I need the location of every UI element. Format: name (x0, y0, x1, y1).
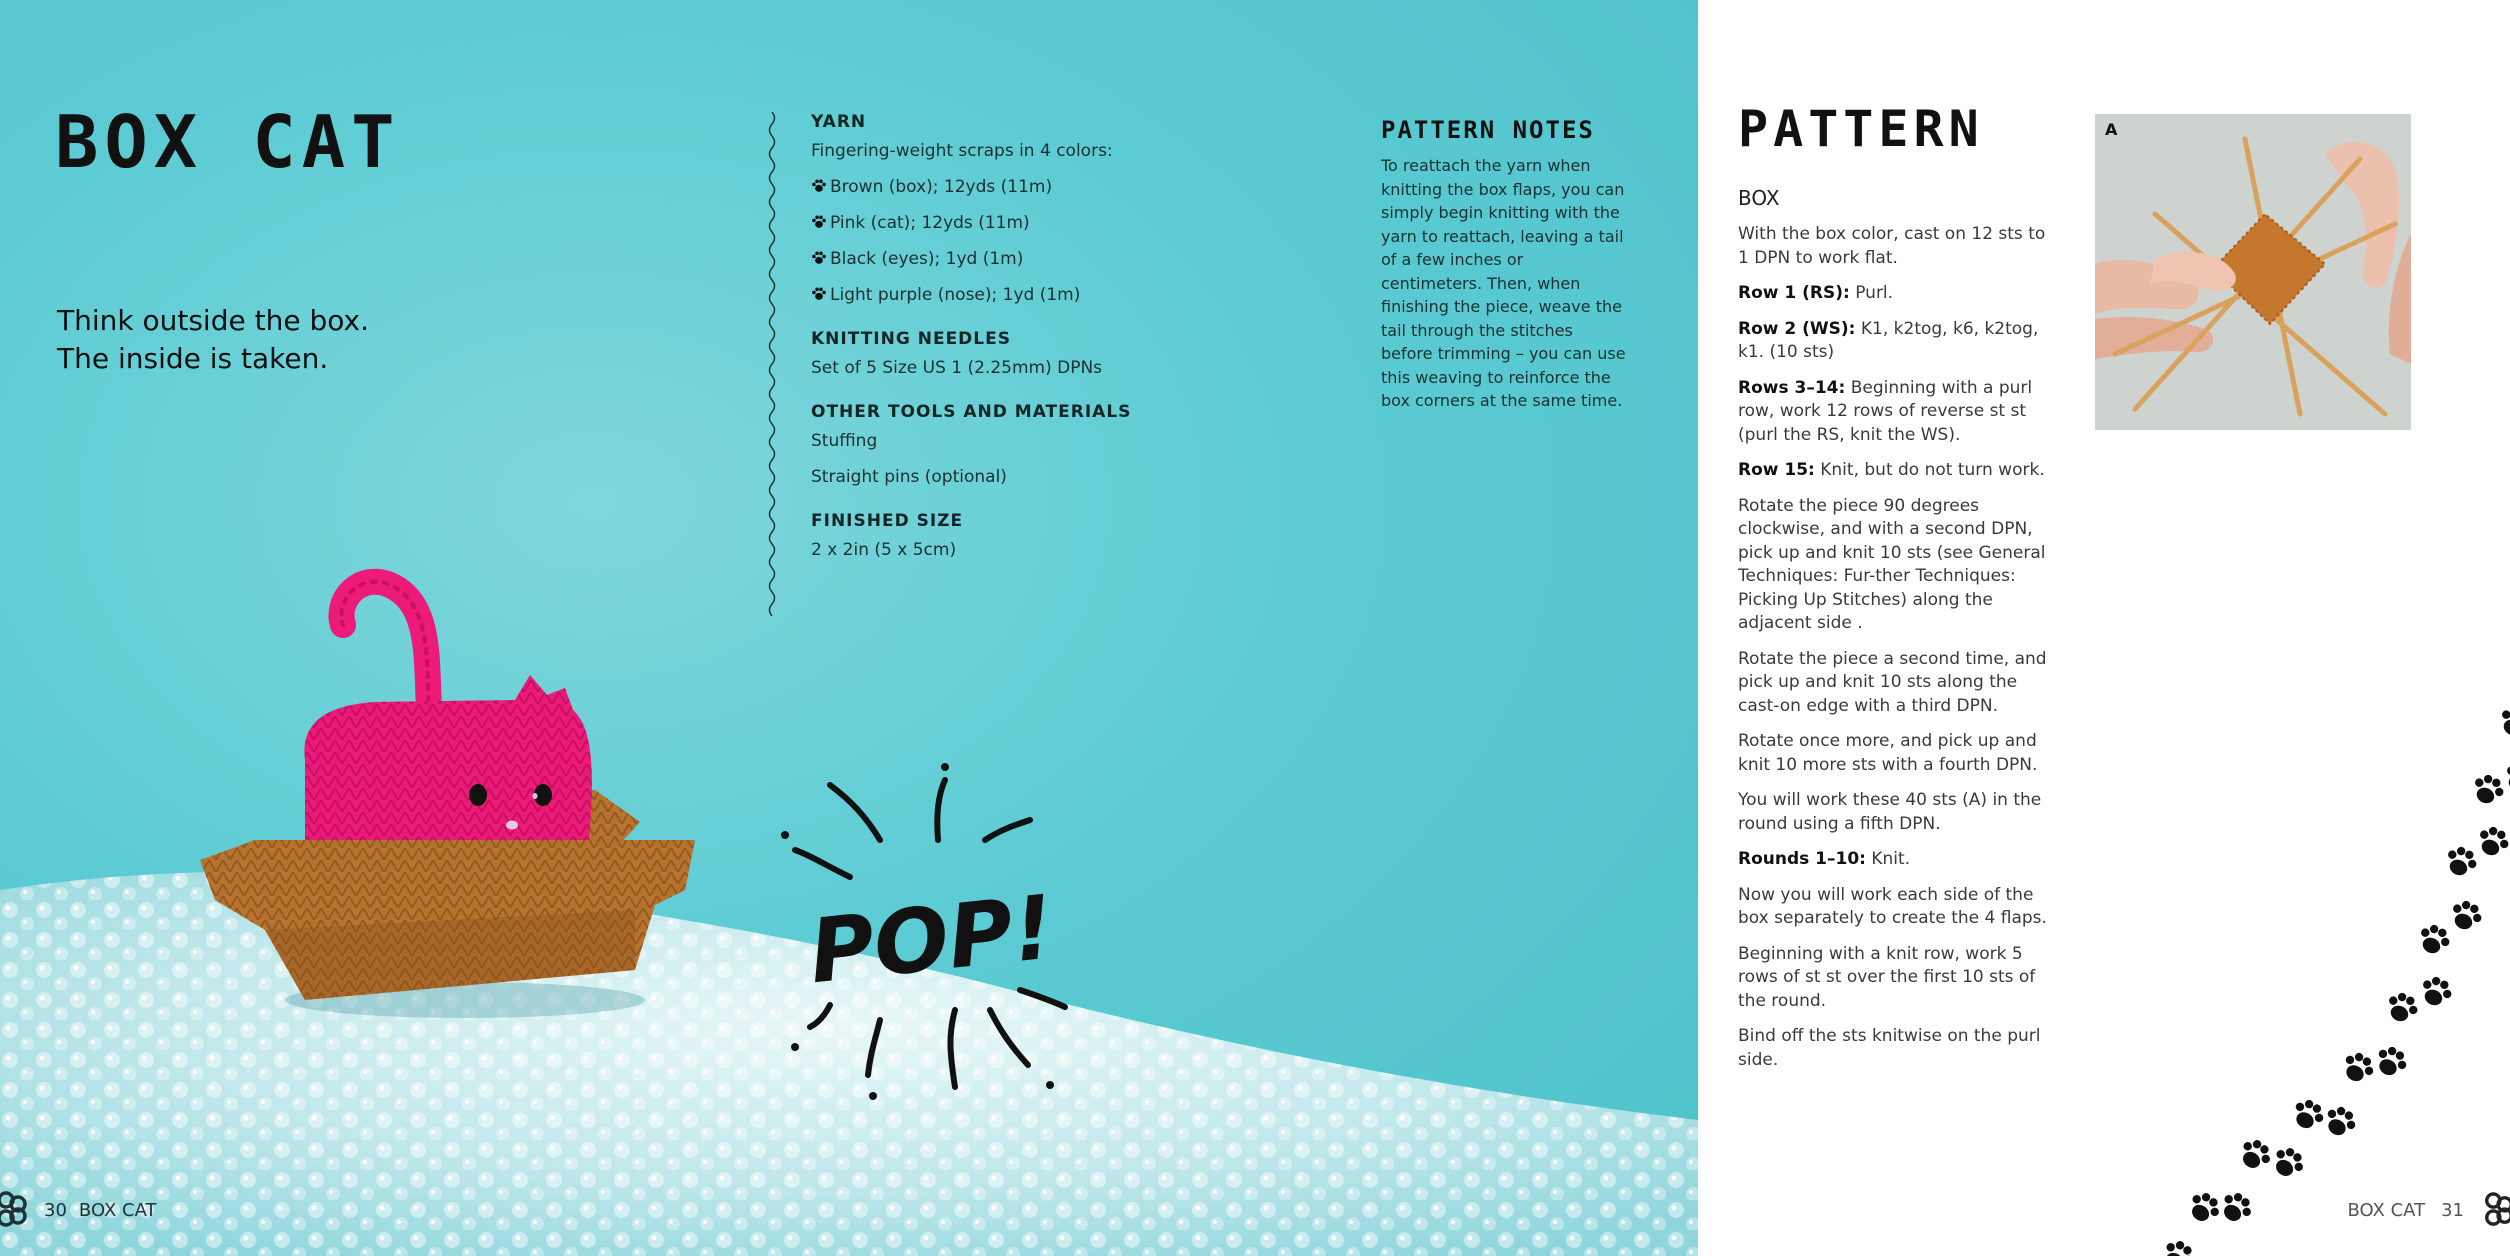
pattern-step (1738, 789, 2058, 836)
wavy-divider (762, 112, 782, 624)
pattern-step (1738, 884, 2058, 931)
tagline-line-1: Think outside the box. (57, 304, 369, 337)
step-text: Now you will work each side of the box separately to create the 4 flaps. (1738, 884, 2047, 928)
step-label: Rounds 1–10: (1738, 849, 1866, 869)
size-heading: FINISHED SIZE (811, 511, 964, 531)
pattern-step (1738, 459, 2058, 483)
yarn-heading: YARN (811, 112, 867, 132)
step-text: With the box color, cast on 12 sts to 1 DPN to work flat. (1738, 224, 2046, 268)
page-title: BOX CAT (55, 100, 401, 184)
pattern-step (1738, 648, 2058, 719)
right-footer (2348, 1190, 2510, 1230)
knitted-cat-in-box-photo (195, 560, 755, 1030)
photo-label: A (2105, 120, 2118, 139)
pattern-notes (1381, 116, 1626, 413)
needles-text: Set of 5 Size US 1 (2.25mm) DPNs (811, 358, 1103, 378)
step-label: Row 15: (1738, 460, 1815, 480)
pattern-step (1738, 318, 2058, 365)
step-text: Bind off the sts knitwise on the purl side. (1738, 1026, 2041, 1070)
notes-heading: PATTERN NOTES (1381, 116, 1595, 144)
yarn-item (811, 286, 1331, 305)
step-text: Beginning with a knit row, work 5 rows of st st over the first 10 sts of the round. (1738, 943, 2036, 1011)
pattern-step (1738, 377, 2058, 448)
paw-bullet-icon (811, 251, 827, 265)
step-text: K1, k2tog, k6, k2tog, k1. (10 sts) (1738, 318, 2039, 362)
yarn-item (811, 214, 1331, 233)
pattern-step (1738, 1025, 2058, 1072)
step-text: Knit. (1865, 849, 1911, 869)
pattern-step (1738, 495, 2058, 636)
yarn-item (811, 250, 1331, 269)
pop-burst-illustration (770, 755, 1100, 1105)
needles-photo-illustration (2095, 114, 2411, 430)
step-text: You will work these 40 sts (A) in the round using a fifth DPN. (1738, 790, 2042, 834)
pattern-step (1738, 848, 2058, 872)
tagline (57, 302, 369, 378)
step-text: Rotate the piece a second time, and pick up and knit 10 sts along the cast-on edge with a third DPN. (1738, 648, 2047, 716)
yarn-item-label: Black (eyes); 1yd (1m) (830, 249, 1024, 269)
yarn-item (811, 178, 1331, 197)
left-running-title: BOX CAT (78, 1199, 157, 1221)
right-page (1698, 0, 2510, 1256)
notes-text: To reattach the yarn when knitting the box flaps, you can simply begin knitting with the yarn to reattach, leaving a tail of a few inches or centimeters. Then, when finishing the piece, weave the tail through the stitches before trimming – you can use this weaving to reinforce the box corners at the same time. (1381, 156, 1626, 410)
left-page-number: 30 (44, 1199, 67, 1221)
step-text: Knit, but do not turn work. (1814, 460, 2045, 480)
step-photo-a (2095, 114, 2411, 430)
needles-heading: KNITTING NEEDLES (811, 329, 1011, 349)
tools-item: Stuffing (811, 431, 878, 451)
right-page-number: 31 (2441, 1199, 2464, 1221)
section-heading: BOX (1738, 186, 1780, 210)
pattern-step (1738, 282, 2058, 306)
step-text: Rotate the piece 90 degrees clockwise, and with a second DPN, pick up and knit 10 sts (see General Techniques: Fur-ther Techniques: Picking Up Stitches) along the adjacent side . (1738, 495, 2046, 633)
flower-ornament-icon (0, 1190, 30, 1230)
right-running-title: BOX CAT (2347, 1199, 2426, 1221)
size-text: 2 x 2in (5 x 5cm) (811, 540, 957, 560)
yarn-item-label: Light purple (nose); 1yd (1m) (830, 285, 1081, 305)
paw-bullet-icon (811, 179, 827, 193)
paw-bullet-icon (811, 215, 827, 229)
step-label: Row 1 (RS): (1738, 283, 1850, 303)
left-footer (0, 1190, 157, 1230)
pattern-step (1738, 223, 2058, 270)
pattern-step (1738, 730, 2058, 777)
pattern-title: PATTERN (1738, 100, 1984, 158)
step-text: Beginning with a purl row, work 12 rows of reverse st st (purl the RS, knit the WS). (1738, 377, 2033, 445)
step-text: Purl. (1849, 283, 1894, 303)
step-label: Rows 3–14: (1738, 377, 1846, 398)
tools-heading: OTHER TOOLS AND MATERIALS (811, 402, 1132, 422)
step-text: Rotate once more, and pick up and knit 10 more sts with a fourth DPN. (1738, 731, 2038, 775)
paw-bullet-icon (811, 287, 827, 301)
pattern-steps (1738, 186, 2058, 1084)
yarn-item-label: Brown (box); 12yds (11m) (830, 177, 1053, 197)
step-label: Row 2 (WS): (1738, 318, 1856, 339)
pop-text: POP! (804, 875, 1059, 1004)
materials-list (811, 112, 1331, 577)
yarn-intro: Fingering-weight scraps in 4 colors: (811, 141, 1113, 161)
tagline-line-2: The inside is taken. (57, 342, 329, 375)
tools-item: Straight pins (optional) (811, 467, 1007, 487)
flower-ornament-icon (2482, 1190, 2510, 1230)
yarn-item-label: Pink (cat); 12yds (11m) (830, 213, 1030, 233)
pattern-step (1738, 943, 2058, 1014)
